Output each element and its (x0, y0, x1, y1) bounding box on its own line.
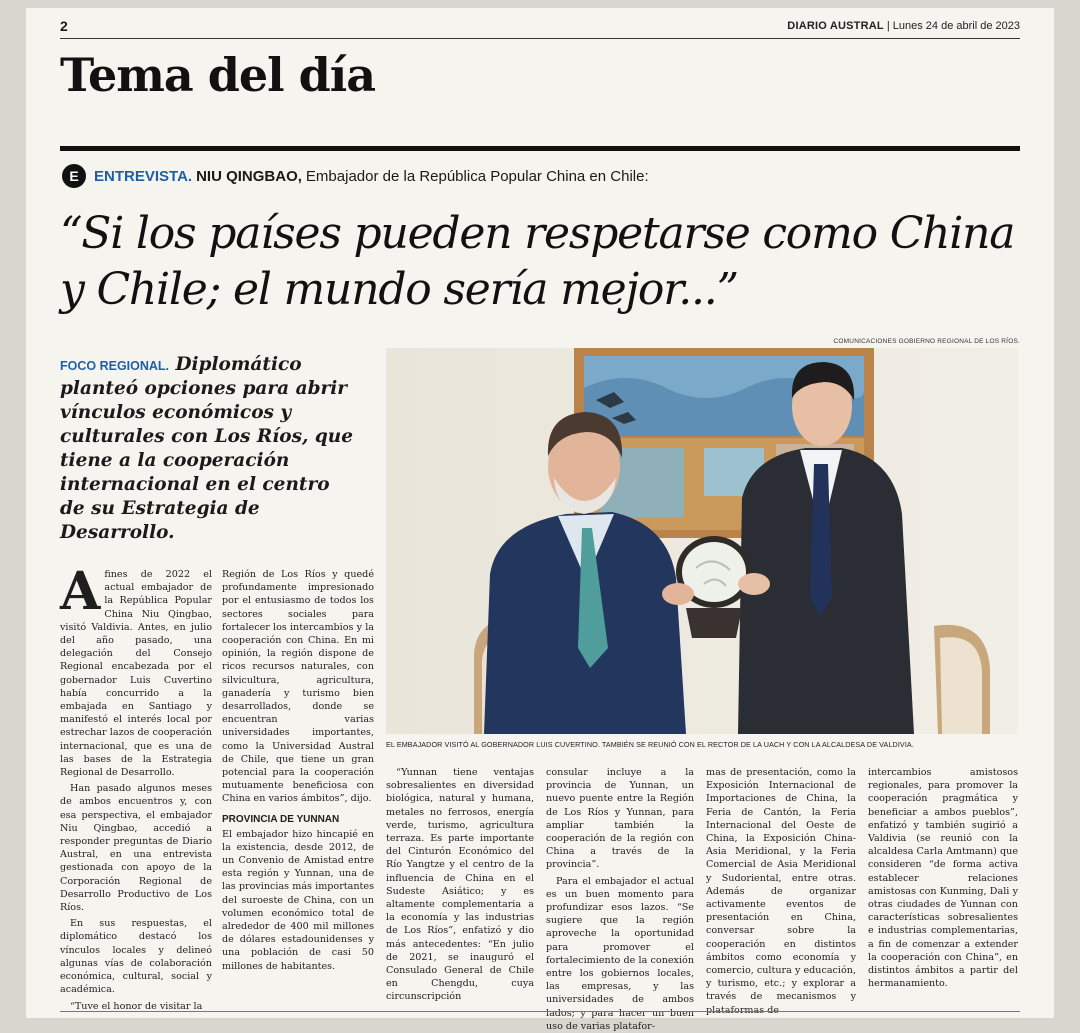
kicker-name: NIU QINGBAO, (196, 167, 302, 185)
paper-name: DIARIO AUSTRAL (787, 20, 884, 32)
kicker-label: ENTREVISTA. (94, 167, 193, 185)
paragraph: Han pasado algunos meses de ambos encuentros y, con esa perspectiva, el embajador Niu Qingbao, accedió a responder preguntas de Diario Austral, en una entrevista gestionada con apoyo de la Corporación Regional de Desarrollo Productivo de Los Ríos. (60, 783, 212, 914)
kicker-role: Embajador de la República Popular China en Chile: (305, 167, 649, 185)
foco-regional (60, 353, 360, 545)
photo-caption: EL EMBAJADOR VISITÓ AL GOBERNADOR LUIS CUVERTINO. TAMBIÉN SE REUNIÓ CON EL RECTOR DE LA UACH Y CON LA ALCALDESA DE VALDIVIA. (386, 740, 914, 749)
photo-illustration (386, 348, 1018, 734)
drop-cap: A (60, 561, 101, 622)
paragraph: mas de presentación, como la Exposición Internacional de Importaciones de China, la Feria de Cantón, la Feria Internacional del Oeste de China, la Exposición China-Asia Meridional, y la Feria Comercial de Asia Meridional y Sudoriental, entre otras. Además de organizar activamente eventos de presentación en China, conversar sobre la cooperación en distintos ámbitos como economía y comercio, cultura y educación, y turismo, etc.; y explorar a través de mecanismos y plataformas de (706, 767, 856, 1016)
photo-credit: COMUNICACIONES GOBIERNO REGIONAL DE LOS RÍOS. (833, 338, 1020, 345)
kicker (62, 164, 649, 188)
entrevista-badge-icon: E (62, 164, 86, 188)
bottom-rule (60, 1011, 1020, 1012)
article-photo (386, 348, 1018, 734)
article-column-2 (222, 568, 374, 1008)
paragraph: intercambios amistosos regionales, para promover la cooperación pragmática y beneficiar a ambos pueblos”, enfatizó y también sugirió a Valdivia (se reunió con la alcaldesa Carla Amtmann) que consideren “de forma activa establecer relaciones amistosas con Kunming, Dali y otras ciudades de Yunnan con características sobresalientes e industrias complementarias, a fin de comenzar a extender la cooperación con China”, en distintos ámbitos a partir del hermanamiento. (868, 767, 1018, 990)
paragraph: fines de 2022 el actual embajador de la República Popular China Niu Qingbao, visitó Valdivia. Antes, en julio del año pasado, una delegación del Consejo Regional encabezada por el gobernador Luis Cuvertino había concurrido a la embajada en Santiago y manifestó el interés local por estrechar lazos de cooperación internacional, que es una de las bases de la Estrategia Regional de Desarrollo. (60, 569, 212, 779)
article-column-6 (868, 766, 1018, 1010)
article-column-5 (706, 766, 856, 1016)
article-column-1 (60, 561, 212, 1012)
page-number: 2 (60, 18, 68, 34)
top-rule (60, 38, 1020, 39)
article-column-3 (386, 766, 534, 1010)
paragraph: Región de Los Ríos y quedé profundamente impresionado por el entusiasmo de todos los sectores sociales para fortalecer los intercambios y la cooperación con China. En mi opinión, la región dispone de ricos recursos naturales, con silvicultura, agricultura, ganadería y turismo bien desarrollados, donde se encuentran varias universidades importantes, como la Universidad Austral de Chile, que tiene un gran potencial para la cooperación mutuamente beneficiosa con China en varios ámbitos”, dijo. (222, 569, 374, 805)
paragraph: consular incluye a la provincia de Yunnan, un nuevo puente entre la Región de Los Ríos y Yunnan, para ampliar también la cooperación de la región con China a través de la provincia”. (546, 767, 694, 871)
paragraph: Para el embajador el actual es un buen momento para profundizar esos lazos. “Se sugiere que la región aproveche la oportunidad para promover el fortalecimiento de la conexión entre los gobiernos locales, las empresas, y las universidades de ambos lados; y para hacer un buen uso de varias platafor- (546, 875, 694, 1032)
foco-text: Diplomático planteó opciones para abrir vínculos económicos y culturales con Los Ríos, que tiene a la cooperación internacional en el centro de su Estrategia de Desarrollo. (60, 354, 354, 543)
foco-label: FOCO REGIONAL. (60, 359, 170, 373)
newspaper-page (26, 8, 1054, 1032)
issue-date: | Lunes 24 de abril de 2023 (886, 20, 1020, 32)
paragraph: “Yunnan tiene ventajas sobresalientes en diversidad biológica, natural y humana, metales no ferrosos, energía verde, turismo, agricultura terraza. Es parte importante del Cinturón Económico del Río Yangtze y el centro de la influencia de China en el Sudeste Asiático; y es altamente complementaria a la economía y las industrias de Los Ríos”, enfatizó y dio más antecedentes: “En julio de 2021, se inauguró el Consulado General de Chile en Chengdu, cuya circunscripción (386, 767, 534, 1003)
paragraph: En sus respuestas, el diplomático destacó los vínculos locales y delineó algunas vías de colaboración económica, cultural, social y académica. (60, 918, 212, 996)
subheading: PROVINCIA DE YUNNAN (222, 813, 340, 825)
paragraph: “Tuve el honor de visitar la (70, 1000, 203, 1012)
headline: “Si los países pueden respetarse como China y Chile; el mundo sería mejor...” (60, 208, 1015, 315)
section-title: Tema del día (60, 48, 376, 102)
paragraph: El embajador hizo hincapié en la existencia, desde 2012, de un Convenio de Amistad entre esta región y Yunnan, una de las provincias más importantes del suroeste de China, con un volumen económico total de alrededor de 400 mil millones de dólares estadounidenses y una población de casi 50 millones de habitantes. (222, 828, 374, 972)
article-column-4 (546, 766, 694, 1032)
masthead (787, 20, 1020, 32)
section-rule (60, 146, 1020, 151)
